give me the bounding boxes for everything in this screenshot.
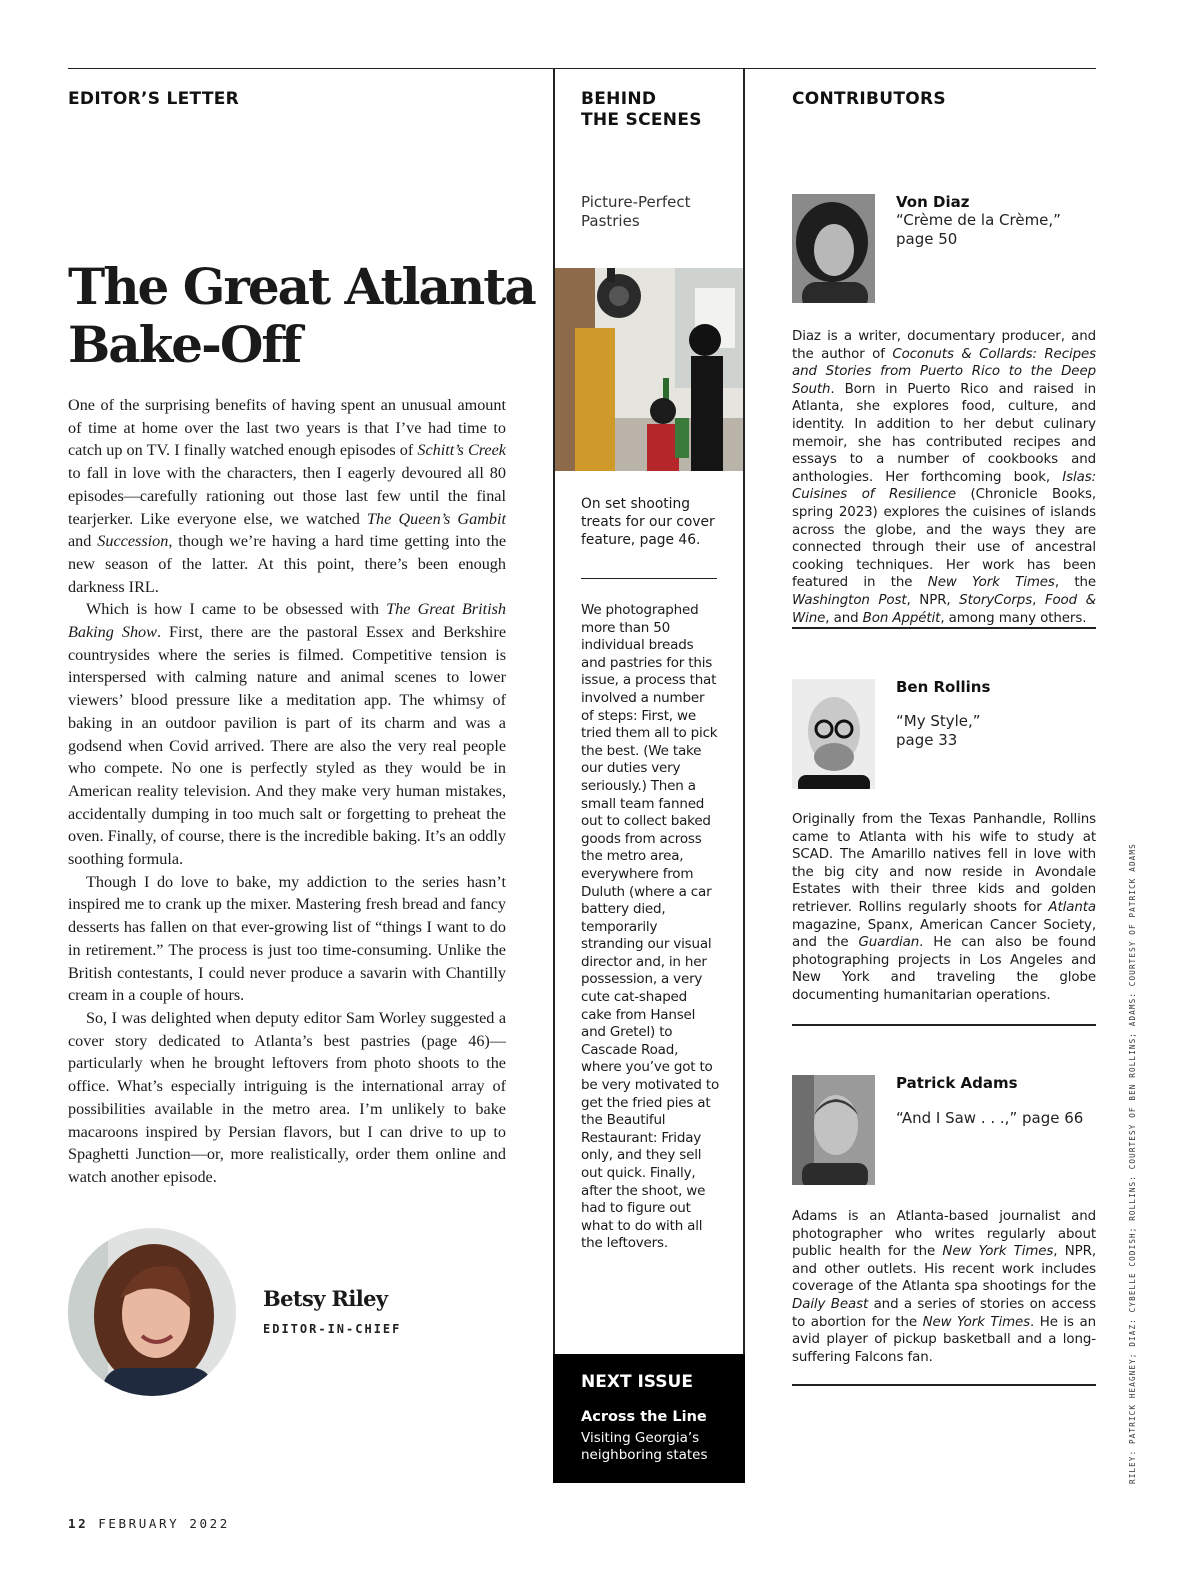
behind-scenes-subtitle [581,193,731,230]
ben-rollins-story [896,712,1086,749]
issue-date: FEBRUARY 2022 [98,1516,230,1531]
text-run: and a series of stories on access to abortion for the [792,1296,1096,1330]
headline-line-1: The Great Atlanta [68,257,535,316]
text-run: Diaz is a writer, documentary producer, and the author of [792,329,1096,362]
ben-rollins-name: Ben Rollins [896,678,991,696]
folio [68,1516,230,1531]
text-run: , and [825,610,863,626]
photo-caption: On set shooting treats for our cover feature, page 46. [581,496,715,548]
label-line-2: THE SCENES [581,110,702,130]
show-title: The Queen’s Gambit [367,509,506,528]
story-line-2: page 33 [896,730,958,749]
page-number: 12 [68,1516,89,1531]
patrick-adams-portrait [792,1075,875,1185]
portrait-image [68,1228,236,1396]
von-diaz-bio [792,328,1096,627]
signature-title: EDITOR-IN-CHIEF [263,1322,402,1336]
publication: Guardian [858,935,920,951]
paragraph-4: So, I was delighted when deputy editor Sam Worley suggested a cover story dedicated to Atlanta’s best pastries (page 46)—particularly when he brought leftovers from photo shoots to the office. What’s especially intriguing is the international array of possibilities available in the metro area. I’m unlikely to bake macaroons inspired by Persian flavors, but I can drive to up to Spaghetti Junction—or, more realistically, order them online and watch another episode. [68,1008,506,1186]
text-run: , though we’re having a hard time getting into the new season of the latter. At this point, there’s been enough darkness IRL. [68,532,507,596]
next-issue-label: NEXT ISSUE [581,1372,693,1392]
von-diaz-name: Von Diaz [896,193,970,211]
editors-letter-body [68,394,506,1189]
publication: StoryCorps [959,592,1033,608]
photo-credit: RILEY: PATRICK HEAGNEY; DIAZ: CYBELLE CODISH; ROLLINS: COURTESY OF BEN ROLLINS; ADAMS: COURTESY OF PATRICK ADAMS [1128,843,1137,1484]
von-diaz-portrait [792,194,875,303]
patrick-adams-story: “And I Saw . . .,” page 66 [896,1109,1084,1127]
contributors-label: CONTRIBUTORS [792,89,946,109]
subtitle-line-2: Pastries [581,211,640,230]
paragraph-3: Though I do love to bake, my addiction to the series hasn’t inspired me to crank up the mixer. Mastering fresh bread and fancy desserts has fallen on that ever-growing list of “things I want to do in retirement.” The process is just too time-consuming. Unlike the British contestants, I could never produce a savarin with Chantilly cream in a couple of hours. [68,872,506,1005]
text-run: , [1032,592,1045,608]
show-title: The Great British Baking Show [68,600,506,642]
contributor-divider [792,1024,1096,1026]
betsy-riley-portrait [68,1228,236,1396]
behind-scenes-body: We photographed more than 50 individual breads and pastries for this issue, a process that involved a number of steps: First, we tried them all to pick the best. (We take our duties very seriously.) Then a small team fanned out to collect baked goods from across the metro area, everywhere from Duluth (where a car battery died, temporarily stranding our visual director and, in her possession, a very cute cat-shaped cake from Hansel and Gretel) to Cascade Road, where you’ve got to be very motivated to get the fried pies at the Beautiful Restaurant: Friday only, and they sell out quick. Finally, after the shoot, we had to figure out what to do with all the leftovers. [581,602,720,1252]
text-run: Adams is an Atlanta-based journalist and photographer who writes regularly about public health for the [792,1209,1096,1260]
text-run: One of the surprising benefits of having spent an unusual amount of time at home over the last two years is that I’ve had time to catch up on TV. I finally watched enough episodes of [68,396,506,460]
text-run: , the [1054,575,1096,591]
story-line-1: “My Style,” [896,712,981,730]
column-divider-right [743,68,745,1482]
next-issue-box [553,1354,745,1483]
next-issue-subtitle: Visiting Georgia’s neighboring states [581,1430,708,1463]
text-run: Originally from the Texas Panhandle, Rollins came to Atlanta with his wife to study at SCAD. The Amarillo natives fell in love with the big city and now reside in Avondale Estates with their three kids and golden retriever. Rollins regularly shoots for [792,812,1096,915]
paragraph-1 [68,394,506,598]
publication: Washington Post [792,592,907,608]
next-issue-title: Across the Line [581,1409,707,1425]
contributor-divider [792,1384,1096,1386]
text-run: . First, there are the pastoral Essex and Berkshire countrysides where the series is filmed. Competitive tension is interspersed with calming nature and animal scenes to lower viewers’ blood pressure like a meditation app. The whimsy of baking in an outdoor pavilion is part of its charm and was a godsend when Covid arrived. There are also the very real people who compete. No one is perfectly styled as they would be in American reality television. And they make very human mistakes, accidentally dumping in too much salt or forgetting to preheat the oven. Finally, of course, there is the incredible baking. It’s an oddly soothing formula. [68,623,507,869]
portrait-image [792,194,875,303]
contributor-divider [792,627,1096,629]
behind-scenes-photo [555,268,743,471]
photo-image [555,268,743,471]
top-rule [68,68,1096,69]
subtitle-line-1: Picture-Perfect [581,193,691,211]
paragraph-2 [68,598,506,870]
patrick-adams-bio [792,1208,1096,1366]
ben-rollins-portrait [792,679,875,789]
text-run: , NPR, [906,592,960,608]
text-run: . Born in Puerto Rico and raised in Atlanta, she explores food, culture, and identity. In addition to her debut culinary memoir, she has contributed recipes and essays to a number of cookbooks and anthologies. Her forthcoming book, [792,381,1096,485]
label-line-1: BEHIND [581,89,657,109]
patrick-adams-name: Patrick Adams [896,1074,1018,1092]
editors-letter-label: EDITOR’S LETTER [68,89,240,109]
ben-rollins-bio [792,811,1096,1005]
text-run: , among many others. [940,610,1087,626]
signature-name: Betsy Riley [263,1286,388,1311]
portrait-image [792,1075,875,1185]
text-run: . He can also be found photographing projects in Los Angeles and New York and traveling the globe documenting humanitarian operations. [792,935,1096,1003]
show-title: Succession [97,532,169,551]
publication: New York Times [927,575,1055,591]
text-run: (Chronicle Books, spring 2023) explores the cuisines of islands across the globe, and the ways they are connected through their use of ancestral cooking techniques. Her work has been featured in the [792,487,1097,591]
publication: Daily Beast [792,1296,869,1312]
publication: Atlanta [1048,899,1096,915]
headline [68,258,538,374]
text-run: , NPR, and other outlets. His recent work includes coverage of the Atlanta spa shootings for the [792,1244,1096,1295]
publication: Food & Wine [792,592,1096,626]
publication: New York Times [922,1314,1031,1330]
von-diaz-story: “Crème de la Crème,” page 50 [896,211,1061,248]
publication: New York Times [942,1244,1054,1260]
headline-line-2: Bake-Off [68,315,301,374]
publication: Bon Appétit [862,610,941,626]
behind-scenes-label [581,89,702,131]
book-title: Islas: Cuisines of Resilience [792,469,1096,503]
book-title: Coconuts & Collards: Recipes and Stories from Puerto Rico to the Deep South [792,346,1096,397]
text-run: Which is how I came to be obsessed with [86,600,387,619]
portrait-image [792,679,875,789]
text-run: magazine, Spanx, American Cancer Society, and the [792,917,1096,951]
caption-divider [581,578,717,579]
text-run: and [68,532,98,551]
show-title: Schitt’s Creek [417,441,506,460]
text-run: . He is an avid player of pickup basketball and a long-suffering Falcons fan. [792,1314,1096,1365]
text-run: to fall in love with the characters, then I eagerly devoured all 80 episodes—carefully rationing out those last few until the final tearjerker. Like everyone else, we watched [68,464,506,528]
